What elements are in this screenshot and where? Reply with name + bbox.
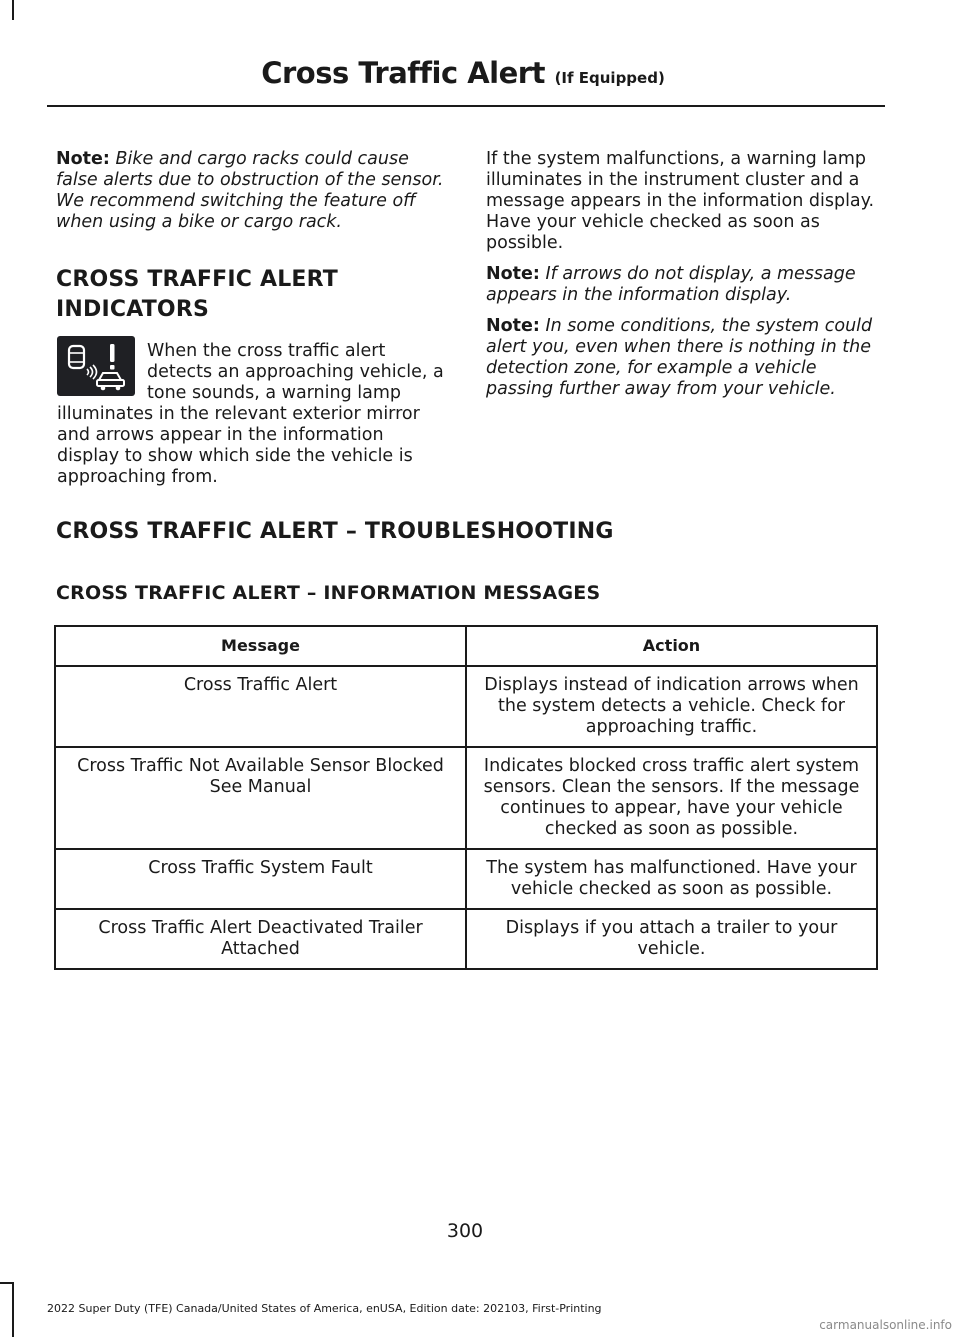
note-label: Note:: [486, 264, 540, 284]
edition-footer: 2022 Super Duty (TFE) Canada/United States of America, enUSA, Edition date: 202103, First-Printing: [47, 1302, 602, 1315]
information-messages-heading: CROSS TRAFFIC ALERT – INFORMATION MESSAGES: [56, 582, 601, 604]
indicator-description-text: When the cross traffic alert detects an approaching vehicle, a tone sounds, a warning lamp illuminates in the relevant exterior mirror and arrows appear in the information display to show which side the vehicle is approaching from.: [57, 341, 444, 487]
message-cell: Cross Traffic Alert Deactivated Trailer Attached: [55, 909, 466, 969]
note-text: In some conditions, the system could alert you, even when there is nothing in the detection zone, for example a vehicle passing further away from your vehicle.: [486, 316, 873, 399]
page-number: 300: [446, 1220, 484, 1242]
note-text: Bike and cargo racks could cause false alerts due to obstruction of the sensor. We recommend switching the feature off when using a bike or cargo rack.: [56, 149, 444, 232]
table-row: [55, 849, 877, 909]
right-column: [486, 149, 880, 400]
table-row: [55, 747, 877, 849]
indicators-heading-line2: INDICATORS: [56, 297, 210, 322]
arrows-note: [486, 264, 880, 306]
column-header-action: Action: [466, 626, 877, 666]
message-cell: Cross Traffic Alert: [55, 666, 466, 747]
table-header-row: [55, 626, 877, 666]
header-divider: [47, 105, 885, 107]
table-row: [55, 909, 877, 969]
message-cell: Cross Traffic System Fault: [55, 849, 466, 909]
crop-mark-bottom-left-v: [12, 1282, 14, 1337]
indicators-heading: [56, 265, 338, 325]
action-cell: Indicates blocked cross traffic alert system sensors. Clean the sensors. If the message continues to appear, have your vehicle checked as soon as possible.: [466, 747, 877, 849]
message-cell: Cross Traffic Not Available Sensor Blocked See Manual: [55, 747, 466, 849]
indicator-description: [57, 341, 447, 488]
watermark: carmanualsonline.info: [819, 1318, 952, 1332]
information-messages-table: [54, 625, 878, 970]
bike-rack-note: [56, 149, 450, 233]
action-cell: Displays if you attach a trailer to your vehicle.: [466, 909, 877, 969]
malfunction-paragraph: If the system malfunctions, a warning lamp illuminates in the instrument cluster and a message appears in the information display. Have your vehicle checked as soon as possible.: [486, 149, 875, 253]
page-title: [0, 56, 926, 90]
page-title-text: Cross Traffic Alert: [261, 56, 545, 90]
crop-mark-bottom-left-h: [0, 1282, 14, 1284]
table-row: [55, 666, 877, 747]
false-alert-note: [486, 316, 880, 400]
note-label: Note:: [486, 316, 540, 336]
column-header-message: Message: [55, 626, 466, 666]
action-cell: The system has malfunctioned. Have your vehicle checked as soon as possible.: [466, 849, 877, 909]
indicators-heading-line1: CROSS TRAFFIC ALERT: [56, 267, 339, 292]
note-label: Note:: [56, 149, 110, 169]
page-title-suffix: (If Equipped): [554, 69, 665, 87]
action-cell: Displays instead of indication arrows when the system detects a vehicle. Check for approaching traffic.: [466, 666, 877, 747]
crop-mark-top-left: [12, 0, 14, 20]
troubleshooting-heading: CROSS TRAFFIC ALERT – TROUBLESHOOTING: [56, 519, 614, 544]
note-text: If arrows do not display, a message appears in the information display.: [486, 264, 856, 305]
